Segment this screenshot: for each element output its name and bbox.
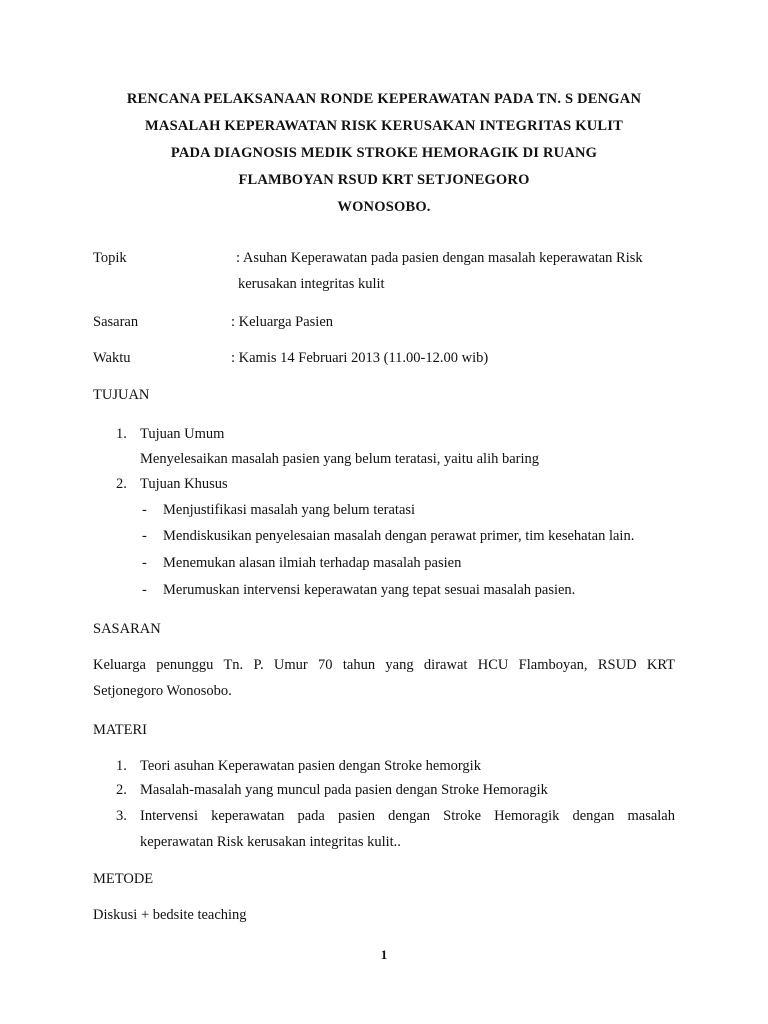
topik-value-line-2: kerusakan integritas kulit [238,276,385,292]
title-line-1: RENCANA PELAKSANAAN RONDE KEPERAWATAN PADA TN. S DENGAN [126,91,642,107]
materi-heading: MATERI [93,722,147,738]
tujuan-heading: TUJUAN [93,387,150,403]
bullet-dash: - [142,555,147,571]
tujuan-khusus-number: 2. [116,476,127,492]
topik-value-line-1: : Asuhan Keperawatan pada pasien dengan masalah keperawatan Risk [236,250,643,266]
title-line-5: WONOSOBO. [337,199,431,215]
sasaran-label: Sasaran [93,314,139,330]
bullet-dash: - [142,502,147,518]
tujuan-khusus-item: Menjustifikasi masalah yang belum teratasi [163,502,416,518]
topik-label: Topik [93,250,127,266]
tujuan-umum-number: 1. [116,426,127,442]
sasaran-value: : Keluarga Pasien [231,314,334,330]
tujuan-khusus-item: Merumuskan intervensi keperawatan yang tepat sesuai masalah pasien. [163,582,576,598]
sasaran-text-line-1-inner: Keluarga penunggu Tn. P. Umur 70 tahun yang dirawat HCU Flamboyan, RSUD KRT [93,657,675,673]
metode-heading: METODE [93,871,154,887]
page-number: 1 [380,947,388,962]
bullet-dash: - [142,582,147,598]
sasaran-heading: SASARAN [93,621,161,637]
document-title [0,86,768,221]
title-line-2: MASALAH KEPERAWATAN RISK KERUSAKAN INTEGRITAS KULIT [145,118,623,134]
materi-item-line-2: keperawatan Risk kerusakan integritas kulit.. [140,834,401,850]
materi-item-line-1 [140,808,675,825]
bullet-dash: - [142,528,147,544]
title-line-4: FLAMBOYAN RSUD KRT SETJONEGORO [238,172,530,188]
materi-item: Teori asuhan Keperawatan pasien dengan Stroke hemorgik [140,758,481,774]
title-line-3: PADA DIAGNOSIS MEDIK STROKE HEMORAGIK DI RUANG [170,145,598,161]
materi-item-number: 1. [116,758,127,774]
waktu-label: Waktu [93,350,131,366]
materi-item-number: 2. [116,782,127,798]
materi-item-line-1-inner: Intervensi keperawatan pada pasien dengan Stroke Hemoragik dengan masalah [140,808,675,824]
tujuan-umum-label: Tujuan Umum [140,426,225,442]
tujuan-khusus-label: Tujuan Khusus [140,476,228,492]
sasaran-text-line-2: Setjonegoro Wonosobo. [93,683,232,699]
metode-text: Diskusi + bedsite teaching [93,907,247,923]
materi-item-number: 3. [116,808,127,824]
sasaran-text-line-1 [93,657,675,674]
tujuan-khusus-item: Menemukan alasan ilmiah terhadap masalah pasien [163,555,462,571]
tujuan-umum-text: Menyelesaikan masalah pasien yang belum teratasi, yaitu alih baring [140,451,540,467]
tujuan-khusus-item: Mendiskusikan penyelesaian masalah dengan perawat primer, tim kesehatan lain. [163,528,635,544]
materi-item: Masalah-masalah yang muncul pada pasien dengan Stroke Hemoragik [140,782,548,798]
waktu-value: : Kamis 14 Februari 2013 (11.00-12.00 wib) [231,350,489,366]
